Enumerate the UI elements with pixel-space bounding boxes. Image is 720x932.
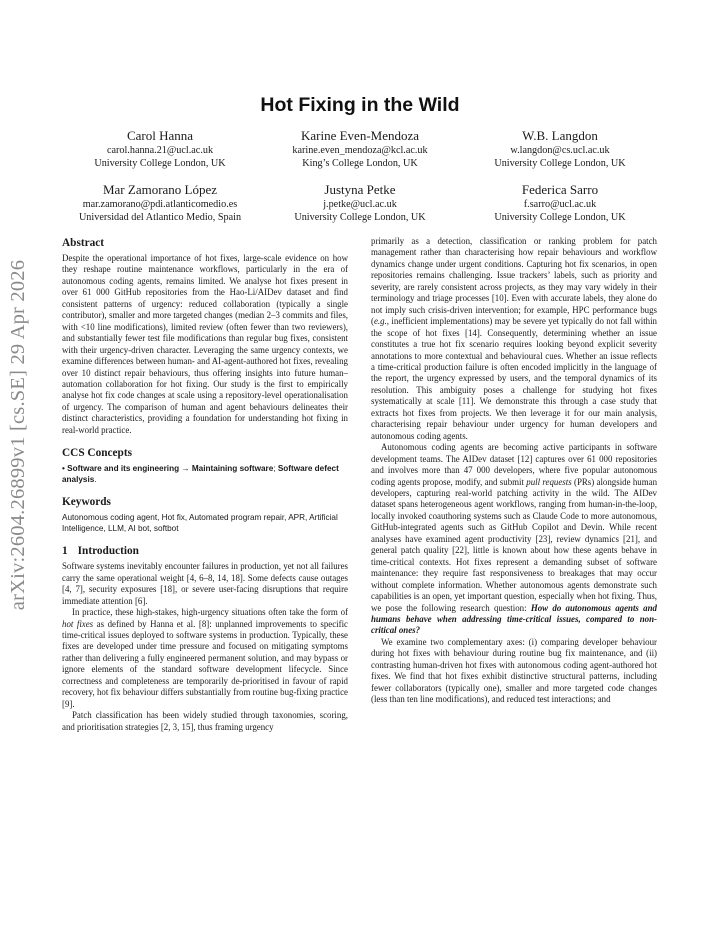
intro-paragraph: Patch classification has been widely studied through taxonomies, scoring, and prioritisation strategies [2, 3, 15], thus framing urgency <box>62 710 348 732</box>
keywords-heading: Keywords <box>62 496 111 509</box>
emphasis-text: e.g. <box>373 316 387 327</box>
author-row <box>60 182 660 224</box>
section-title: Introduction <box>77 545 139 558</box>
ccs-bullet: • <box>62 464 65 474</box>
author-card <box>260 128 460 170</box>
ccs-separator: ; <box>273 464 276 474</box>
author-name: Mar Zamorano López <box>102 182 218 197</box>
author-card <box>460 182 660 224</box>
author-email: mar.zamorano@pdi.atlanticomedio.es <box>82 199 238 210</box>
author-card <box>260 182 460 224</box>
abstract-heading: Abstract <box>62 237 105 249</box>
text-span: as defined by Hanna et al. [8]: unplanned improvements to specific time-critical issues deployed to software systems in production. Typically, these fixes are developed under time pressure and focused on mitigating symptoms rather than delivering a fully engineered permanent solution, and may bypass or ignore elements of the standard software development lifecycle. Since correctness and completeness are temporarily de-prioritised in favour of rapid recovery, hot fix behaviour differs substantially from routine bug-fixing practice [9]. <box>62 618 348 709</box>
author-email: j.petke@ucl.ac.uk <box>323 199 397 210</box>
author-name: Karine Even-Mendoza <box>300 128 420 143</box>
text-span: In practice, these high-stakes, high-urgency situations often take the form of <box>72 607 348 618</box>
abstract-text: Despite the operational importance of hot fixes, large-scale evidence on how they reshape routine maintenance workflows, particularly in the era of autonomous coding agents, remains limited. We analyse hot fixes present in over 61 000 GitHub repositories from the Hao-Li/AIDev dataset and find consistent patterns of urgency: reduced collaboration (typically a single contributor), smaller and more targeted changes (median 2–3 commits and files, with <10 line modifications), limited review (often fewer than two reviewers), and substantially fewer test file modifications than regular bug fixes, consistent with their urgency-driven character. Leveraging the same urgency contexts, we examine differences between human- and AI-agent-authored hot fixes, revealing over 10 distinct repair behaviours, thus offering insights into future human–automation collaboration for hot fixing. Our study is the first to empirically analyse hot fix code changes at scale using a repository-level operationalisation of urgency. The comparison of human and agent behaviours delineates their distinct characteristics, providing a foundation for understanding hot fixing in real-world practice. <box>62 253 348 435</box>
author-email: w.langdon@cs.ucl.ac.uk <box>510 145 610 156</box>
author-email: f.sarro@ucl.ac.uk <box>523 199 597 210</box>
intro-paragraph: Software systems inevitably encounter failures in production, yet not all failures carry the same operational weight [4, 6–8, 14, 18]. Some defects cause outages [4, 7], security exposures [18], or severe user-facing disruptions that require immediate attention [6]. <box>62 561 348 606</box>
text-span: primarily as a detection, classification or ranking problem for patch management rather than characterising how repair behaviours and workflow dynamics change under urgent conditions. Capturing hot fix scenarios, in open repositories remains challenging. Issue trackers’ labels, such as priority and severity, are rarely consistent across projects, as they may vary widely in their terminology and triage processes [10]. Even with accurate labels, they alone do not imply such crisis-driven intervention; for example, HPC performance bugs ( <box>371 236 657 327</box>
ccs-term: Software and its engineering <box>67 464 180 474</box>
author-name: Federica Sarro <box>521 182 599 197</box>
text-span: , inefficient implementations) may be severe yet typically do not fall within the scope of hot fixes [14]. Consequently, determining whether an issue constitutes a true hot fix scenario requires looking beyond explicit severity annotations to more contextual and behavioural cues. Whether an issue reflects a time-critical production failure is often encoded implicitly in the language of the report, the urgency expressed by users, and the temporal dynamics of its resolution. This ambiguity poses a challenge for studying hot fixes systematically at scale [11]. We demonstrate this through a case study that extracts hot fixes from projects. We then leverage it for our main analysis, characterising repair behaviour under urgency for human developers and autonomous coding agents. <box>371 316 657 441</box>
emphasis-text: pull requests <box>526 476 572 487</box>
left-column <box>62 236 348 733</box>
author-affiliation: University College London, UK <box>494 212 626 223</box>
intro-paragraph <box>62 607 348 710</box>
abstract-section <box>62 236 348 436</box>
ccs-end: . <box>94 475 97 485</box>
author-block <box>60 128 660 236</box>
arrow-icon: → <box>181 464 190 474</box>
author-name: W.B. Langdon <box>522 128 598 143</box>
author-name: Carol Hanna <box>126 128 194 143</box>
ccs-heading: CCS Concepts <box>62 447 132 460</box>
keywords-text: Autonomous coding agent, Hot fix, Automated program repair, APR, Artificial Intelligence, LLM, AI bot, softbot <box>62 513 338 534</box>
ccs-section <box>62 446 348 485</box>
emphasis-text: hot fixes <box>62 618 94 629</box>
paper-title: Hot Fixing in the Wild <box>260 94 460 116</box>
author-affiliation: University College London, UK <box>494 158 626 169</box>
author-affiliation: Universidad del Atlantico Medio, Spain <box>78 212 242 223</box>
author-affiliation: University College London, UK <box>94 158 226 169</box>
research-question: How do autonomous agents and humans behave when addressing time-critical issues, compared to non-critical ones? <box>371 602 657 636</box>
author-email: karine.even_mendoza@kcl.ac.uk <box>292 145 428 156</box>
ccs-term: Software defect analysis <box>62 464 339 485</box>
author-affiliation: King’s College London, UK <box>302 158 418 169</box>
author-card <box>60 128 260 170</box>
body-paragraph <box>371 236 657 442</box>
ccs-term: Maintaining software <box>191 464 274 474</box>
arxiv-stamp: arXiv:2604.26899v1 [cs.SE] 29 Apr 2026 <box>7 259 29 611</box>
body-paragraph: We examine two complementary axes: (i) comparing developer behaviour during hot fixes with behaviour during routine bug fix maintenance, and (ii) contrasting human-driven hot fixes with autonomous coding agent-authored hot fixes. We find that hot fixes exhibit distinctive structural patterns, including fewer collaborators (typically one), smaller and more targeted code changes (less than ten line modifications), and reduced test interactions; and <box>371 636 657 705</box>
body-paragraph <box>371 442 657 637</box>
section-number: 1 <box>62 545 68 558</box>
right-column <box>371 236 657 706</box>
text-span: (PRs) alongside human developers, capturing real-world patching activity in the wild. The AIDev dataset spans heterogeneous agent workflows, ranging from human-in-the-loop, locally invoked coauthoring systems such as Claude Code to more autonomous, GitHub-integrated agents such as GitHub Copilot and Devin. While recent analyses have examined agent productivity [23], review dynamics [21], and general patch quality [22], little is known about how these agents behave in time-critical contexts. Hot fixes represent a demanding subset of software maintenance: they require fast responsiveness to breakages that may occur without complete information. Whether autonomous agents demonstrate such capabilities is an open, yet important question, especially when hot fixing. Thus, we pose the following research question: <box>371 476 658 613</box>
author-card <box>60 182 260 224</box>
ccs-concepts <box>62 463 348 485</box>
introduction-heading <box>62 544 348 558</box>
author-name: Justyna Petke <box>324 182 396 197</box>
author-row <box>60 128 660 170</box>
author-card <box>460 128 660 170</box>
author-affiliation: University College London, UK <box>294 212 426 223</box>
text-span: Autonomous coding agents are becoming active participants in software development teams. The AIDev dataset [12] captures over 61 000 repositories and involves more than 47 000 developers, where five popular autonomous coding agents propose, modify, and submit <box>371 442 657 487</box>
author-email: carol.hanna.21@ucl.ac.uk <box>106 145 214 156</box>
introduction-section <box>62 544 348 733</box>
keywords-section <box>62 495 348 534</box>
